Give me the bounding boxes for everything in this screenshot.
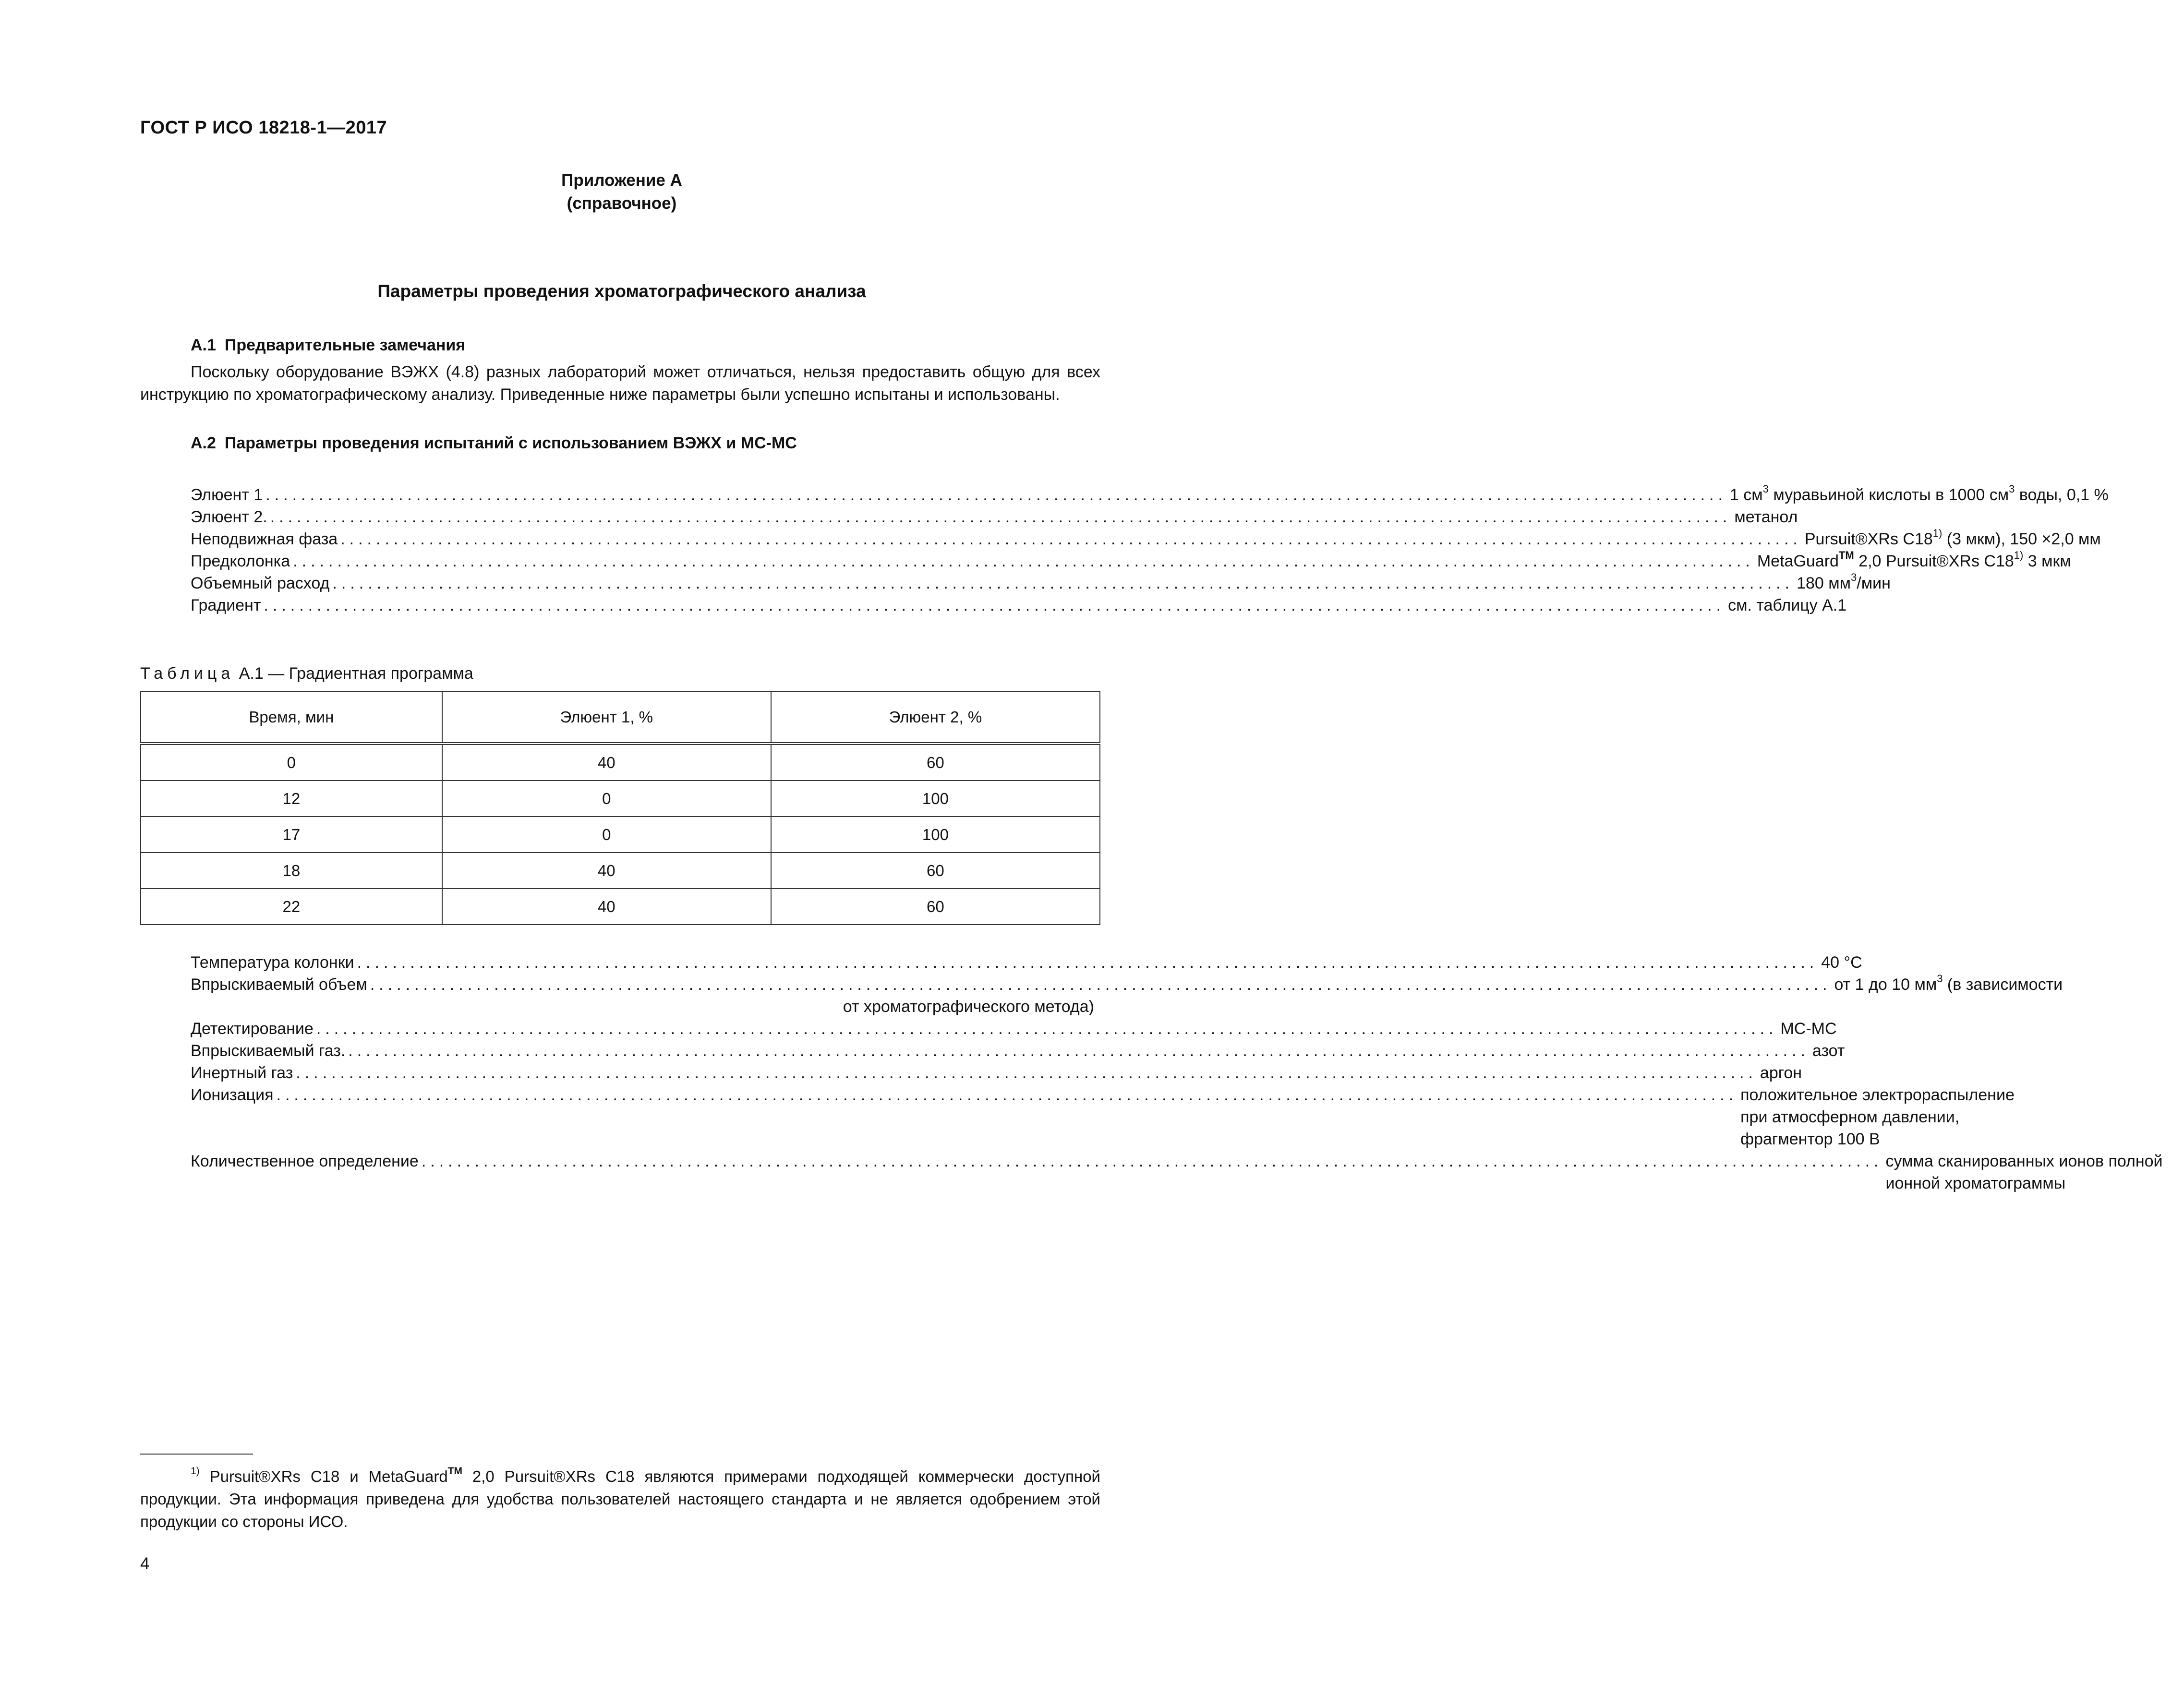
parameters-list-bottom: [191, 951, 2163, 1194]
table-row: [141, 853, 1100, 889]
param-value: азот: [1812, 1042, 1845, 1060]
table-header-row: [141, 692, 1100, 744]
table-cell: 0: [442, 817, 771, 853]
table-cell: 0: [442, 781, 771, 817]
param-row: Детектирование ..................................................................................................................................................................... МС-МС: [191, 1018, 1101, 1040]
section-number: А.1: [191, 336, 216, 354]
param-row: Объемный расход ..................................................................................................................................................................... 180 $мм^3$/мин: [191, 572, 1101, 594]
table-cell: 18: [141, 853, 442, 889]
param-row: Впрыскиваемый объем ..................................................................................................................................................................... от 1 до 10 $мм^3$ (в зависимости: [191, 974, 1101, 996]
param-value: 1 $см^3$ муравьиной кислоты в 1000 $см^3$ воды, 0,1 %: [1729, 482, 2109, 504]
param-value: см. таблицу А.1: [1728, 596, 1847, 614]
table-cell: 60: [771, 853, 1100, 889]
footnote: $^{1)}$ Pursuit®XRs C18 и MetaGuard™ 2,0 Pursuit®XRs C18 являются примерами подходящей коммерчески доступной продукции. Эта информация приведена для удобства пользователей настоящего стандарта и не является одобрением этой продукции со стороны ИСО.: [140, 1466, 1100, 1530]
table-cell: 40: [442, 889, 771, 925]
param-row: Элюент 2. ..................................................................................................................................................................... метанол: [191, 506, 1101, 528]
param-row: Температура колонки ..................................................................................................................................................................... 40 °C: [191, 951, 1101, 974]
param-row-continued: [191, 996, 1101, 1018]
page-title: Параметры проведения хроматографического анализа: [377, 281, 866, 301]
section-number: А.2: [191, 434, 216, 452]
param-row: Количественное определение ..................................................................................................................................................................... сумма сканированных ионов полной ионной хроматограммы: [191, 1150, 1101, 1194]
table-row: [141, 744, 1100, 781]
table-cell: 0: [141, 744, 442, 781]
param-value: положительное электрораспыление при атмосферном давлении, фрагментор 100 В: [1740, 1086, 2015, 1148]
param-value: MetaGuard™ 2,0 Pursuit®XRs C18$^{1)}$ 3 мкм: [1757, 549, 2071, 570]
gradient-table: [140, 691, 1100, 925]
table-cell: 12: [141, 781, 442, 817]
param-row: Неподвижная фаза ..................................................................................................................................................................... Pursuit®XRs C18$^{1)}$ (3 мкм), 150 ×2,0 мм: [191, 528, 1101, 550]
column-header: Элюент 1, %: [442, 692, 771, 744]
param-value: от хроматографического метода): [843, 998, 1094, 1016]
param-row: Градиент ..................................................................................................................................................................... см. таблицу А.1: [191, 594, 1101, 616]
param-value: Pursuit®XRs C18$^{1)}$ (3 мкм), 150 ×2,0 мм: [1804, 527, 2101, 548]
table-cell: 40: [442, 744, 771, 781]
param-row: Инертный газ ..................................................................................................................................................................... аргон: [191, 1062, 1101, 1084]
annex-heading: [0, 169, 1191, 215]
table-row: [141, 817, 1100, 853]
param-row: Предколонка ..................................................................................................................................................................... MetaGuard™ 2,0 Pursuit®XRs C18$^{1)}$ 3 мкм: [191, 550, 1101, 572]
table-cell: 60: [771, 889, 1100, 925]
param-value: от 1 до 10 $мм^3$ (в зависимости: [1834, 972, 2063, 994]
standard-header: ГОСТ Р ИСО 18218-1—2017: [140, 118, 387, 138]
param-value: 180 $мм^3$/мин: [1797, 571, 1891, 592]
column-header: Время, мин: [141, 692, 442, 744]
param-row: Элюент 1 ..................................................................................................................................................................... 1 $см^3$ муравьиной кислоты в 1000 $см^3$ воды, 0,1 %: [191, 484, 1101, 506]
table-cell: 22: [141, 889, 442, 925]
param-row: Ионизация ..................................................................................................................................................................... положительное электрораспыление при атмосферном давлении, фрагментор 100 В: [191, 1084, 1101, 1150]
section-title: Предварительные замечания: [224, 336, 466, 354]
table-row: [141, 889, 1100, 925]
footnote-divider: [140, 1454, 253, 1455]
param-value: сумма сканированных ионов полной ионной хроматограммы: [1885, 1152, 2163, 1192]
table-caption: Таблица А.1 — Градиентная программа: [140, 664, 473, 683]
table-row: [141, 781, 1100, 817]
param-row: Впрыскиваемый газ. ..................................................................................................................................................................... азот: [191, 1040, 1101, 1062]
section-title: Параметры проведения испытаний с использованием ВЭЖХ и МС-МС: [224, 434, 797, 452]
table-cell: 100: [771, 817, 1100, 853]
section-a2-heading: [191, 434, 797, 453]
parameters-list-top: [191, 482, 2109, 616]
param-value: МС-МС: [1780, 1020, 1837, 1038]
page-number: 4: [140, 1554, 150, 1573]
table-cell: 40: [442, 853, 771, 889]
annex-type: (справочное): [567, 194, 677, 213]
column-header: Элюент 2, %: [771, 692, 1100, 744]
annex-title: Приложение А: [561, 171, 682, 190]
table-cell: 60: [771, 744, 1100, 781]
section-a1-heading: [191, 336, 465, 355]
table-cell: 100: [771, 781, 1100, 817]
table-cell: 17: [141, 817, 442, 853]
param-value: аргон: [1760, 1064, 1802, 1082]
param-value: 40 °C: [1821, 953, 1862, 972]
param-value: метанол: [1734, 508, 1798, 526]
section-a1-paragraph: Поскольку оборудование ВЭЖХ (4.8) разных лабораторий может отличаться, нельзя предоставить общую для всех инструкцию по хроматографическому анализу. Приведенные ниже параметры были успешно испытаны и использованы.: [140, 363, 1100, 404]
